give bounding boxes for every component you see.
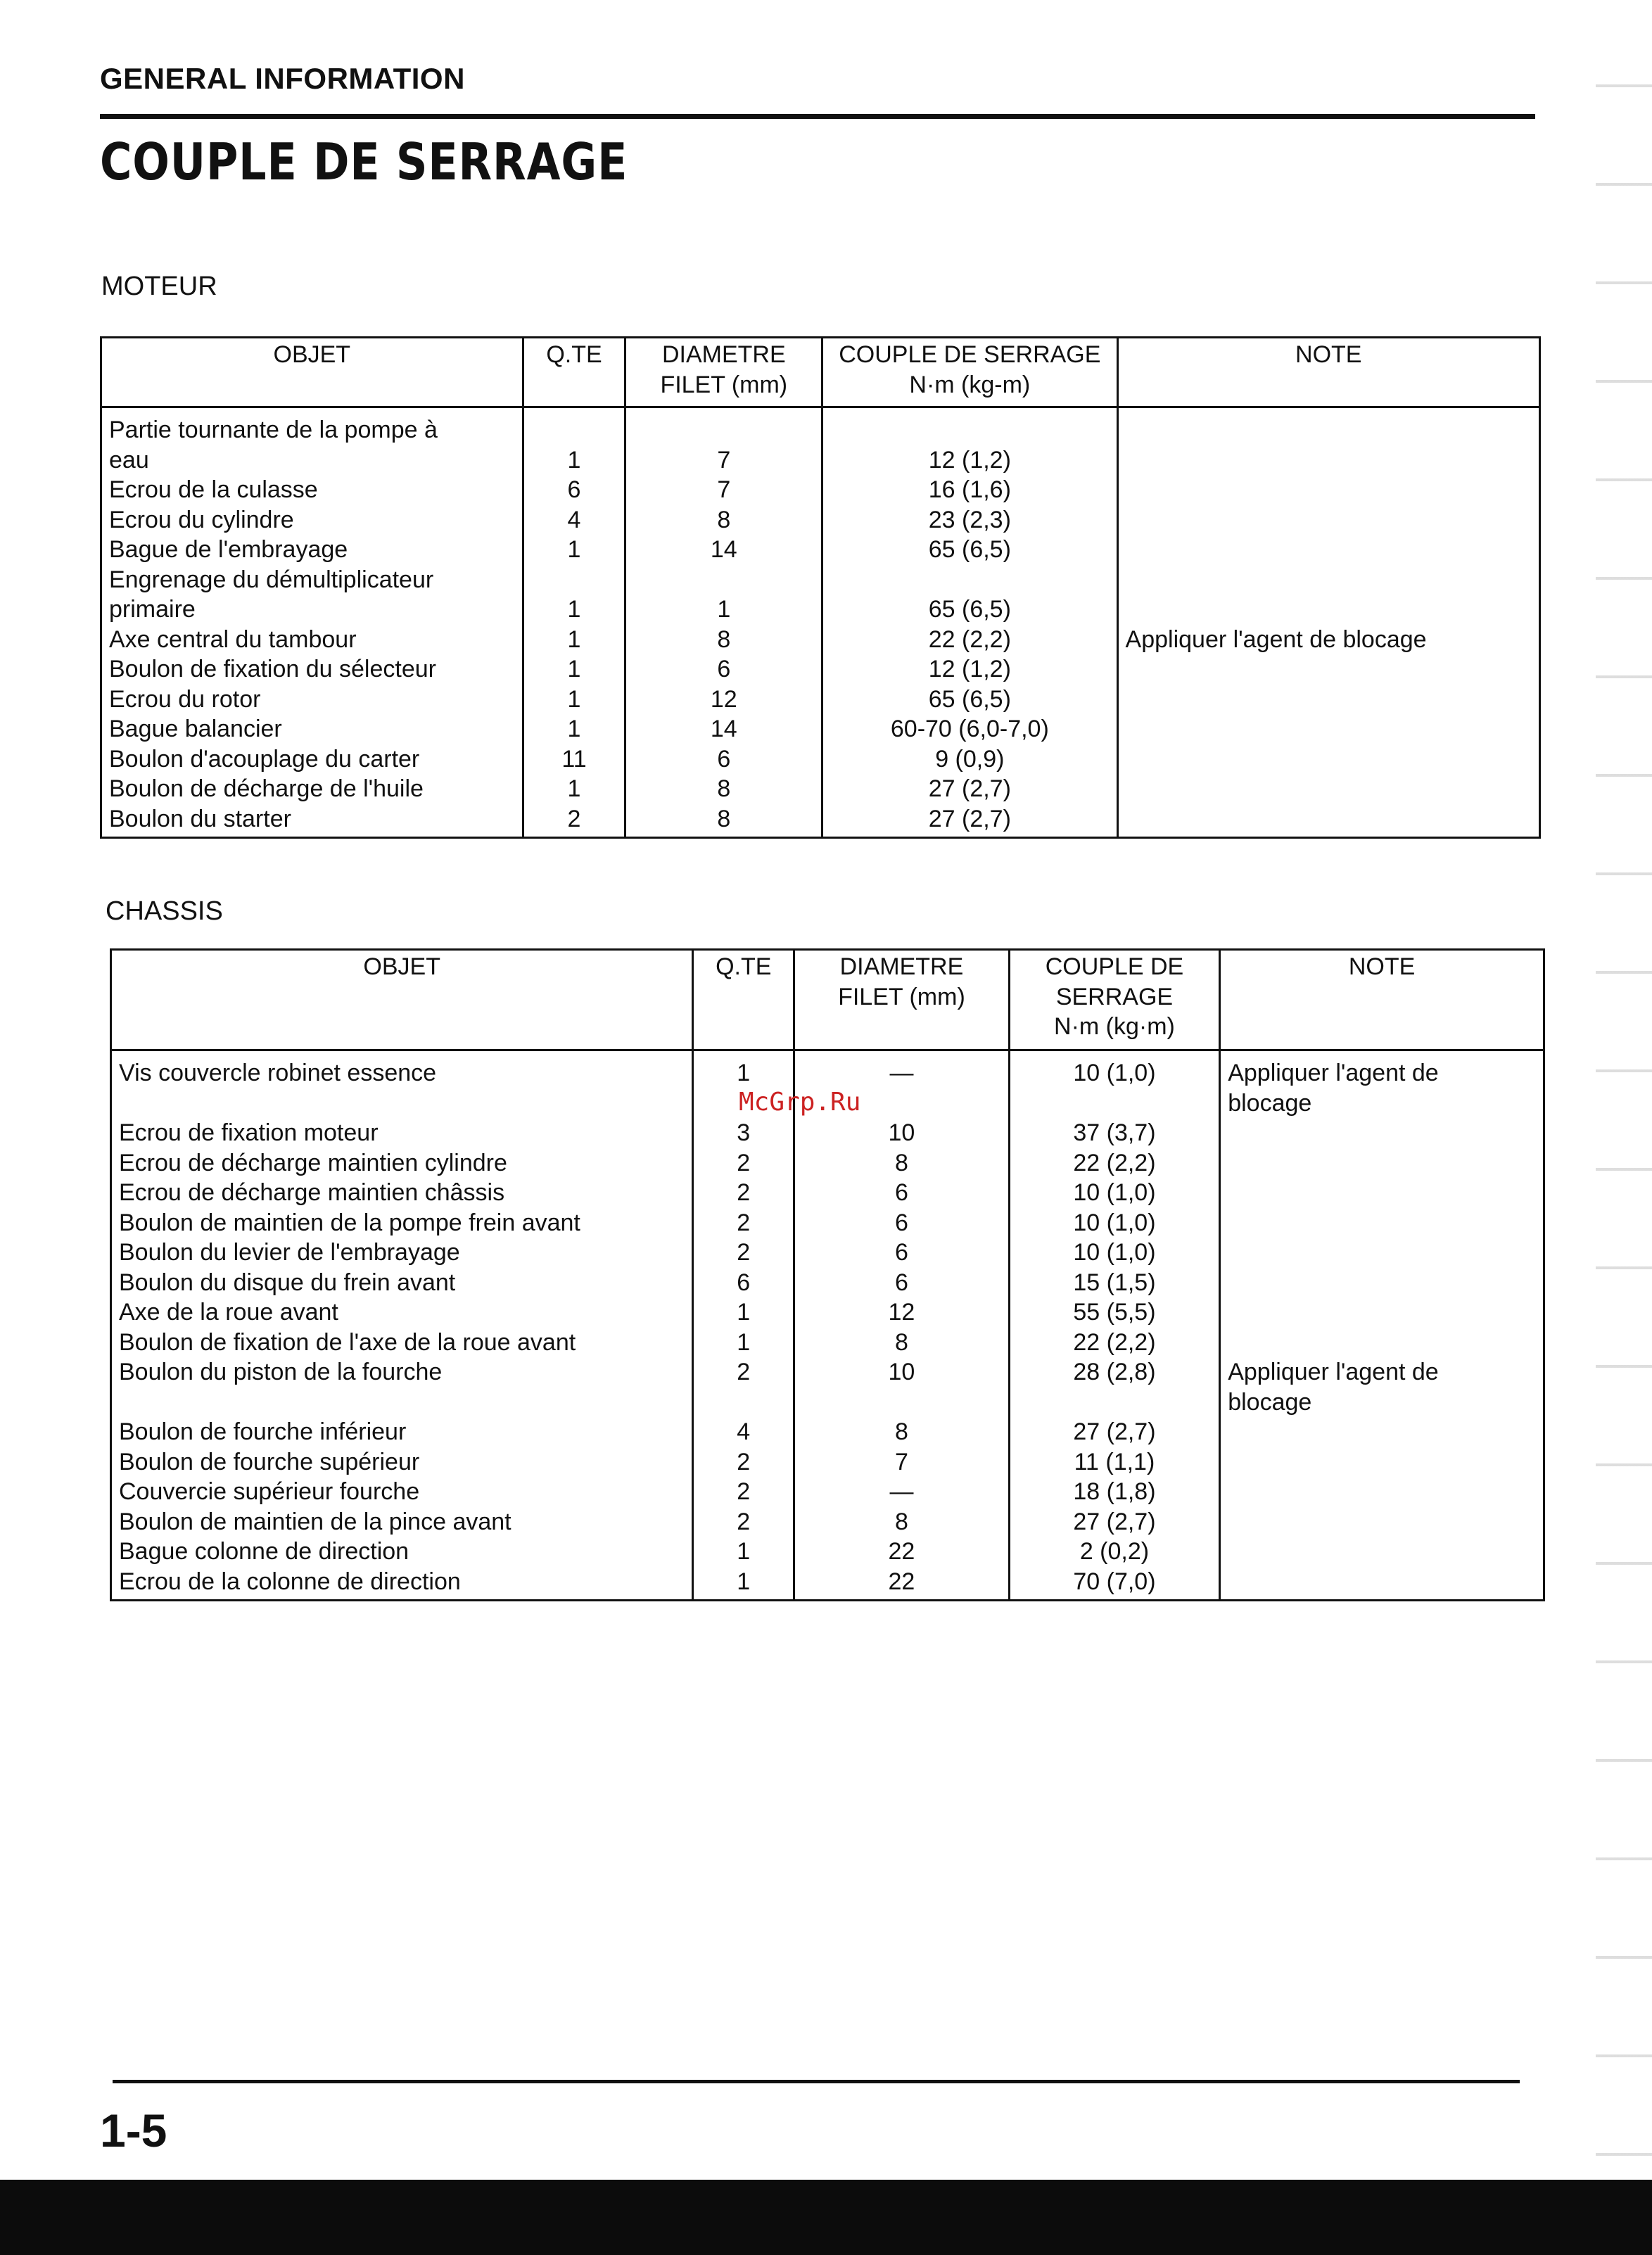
- objet-column: [101, 407, 523, 838]
- couple-cell: 10 (1,0): [1073, 1209, 1156, 1236]
- note-cell: [1228, 1567, 1536, 1597]
- diametre-column: [794, 1050, 1010, 1601]
- diametre-cell: 1: [717, 596, 731, 623]
- objet-cell: Axe central du tambour: [109, 625, 357, 653]
- couple-cell: 15 (1,5): [1073, 1269, 1156, 1296]
- qte-cell: 2: [737, 1448, 751, 1475]
- qte-cell: 1: [737, 1538, 751, 1565]
- col-header-diametre: DIAMETRE FILET (mm): [625, 338, 822, 407]
- table-body: [111, 1050, 1544, 1601]
- col-header-note: NOTE: [1220, 950, 1544, 1050]
- couple-cell: 65 (6,5): [928, 596, 1011, 623]
- objet-cell: Axe de la roue avant: [119, 1299, 338, 1326]
- couple-cell: 10 (1,0): [1073, 1179, 1156, 1206]
- objet-cell: eau: [109, 446, 149, 474]
- qte-cell: 2: [737, 1478, 751, 1505]
- note-cell: [1126, 505, 1532, 535]
- note-cell: [1126, 774, 1532, 804]
- qte-cell: 1: [567, 775, 581, 802]
- couple-cell: 10 (1,0): [1073, 1239, 1156, 1266]
- note-cell: [1228, 1238, 1536, 1268]
- objet-cell: Engrenage du démultiplicateur: [109, 566, 434, 593]
- objet-cell: Bague balancier: [109, 716, 282, 742]
- note-cell: Appliquer l'agent de blocage: [1125, 625, 1427, 653]
- couple-cell: [1017, 1387, 1212, 1418]
- objet-cell: Boulon du starter: [109, 805, 291, 832]
- col-header-objet: OBJET: [101, 338, 523, 407]
- diametre-cell: 8: [894, 1418, 908, 1445]
- note-cell: [1126, 445, 1532, 476]
- note-cell: [1126, 565, 1532, 595]
- couple-cell: 9 (0,9): [935, 745, 1005, 773]
- objet-cell: Boulon du piston de la fourche: [119, 1359, 443, 1385]
- note-cell: [1126, 744, 1532, 775]
- diametre-column: [625, 407, 822, 838]
- qte-cell: 2: [737, 1359, 751, 1385]
- note-cell: [1228, 1118, 1536, 1148]
- note-cell: [1126, 415, 1532, 445]
- note-cell: blocage: [1228, 1089, 1312, 1117]
- diametre-cell: —: [889, 1060, 914, 1086]
- diametre-cell: 8: [717, 805, 731, 832]
- diametre-cell: 7: [717, 446, 731, 474]
- table-header-row: [111, 950, 1544, 1050]
- diametre-cell: 7: [717, 476, 731, 503]
- note-cell: [1228, 1417, 1536, 1447]
- page-number: 1-5: [100, 2104, 167, 2156]
- col-header-qte: Q.TE: [693, 950, 794, 1050]
- page-title: COUPLE DE SERRAGE: [100, 132, 628, 191]
- objet-column: [111, 1050, 693, 1601]
- col-header-couple: COUPLE DE SERRAGE N·m (kg-m): [822, 338, 1117, 407]
- couple-cell: 10 (1,0): [1073, 1060, 1156, 1086]
- objet-cell: Boulon du levier de l'embrayage: [119, 1239, 460, 1266]
- note-column: [1117, 407, 1539, 838]
- section-header: GENERAL INFORMATION: [100, 62, 465, 95]
- note-column: [1220, 1050, 1544, 1601]
- diametre-cell: 14: [710, 716, 737, 742]
- note-cell: [1228, 1178, 1536, 1208]
- qte-cell: 4: [737, 1418, 751, 1445]
- couple-cell: 22 (2,2): [928, 625, 1011, 653]
- couple-cell: 2 (0,2): [1079, 1538, 1150, 1565]
- objet-cell: Ecrou de fixation moteur: [119, 1119, 379, 1146]
- diametre-cell: 10: [888, 1359, 915, 1385]
- objet-cell: Vis couvercle robinet essence: [119, 1060, 437, 1086]
- qte-cell: 1: [567, 685, 581, 713]
- note-cell: [1126, 595, 1532, 625]
- objet-cell: Ecrou du rotor: [109, 685, 261, 713]
- note-cell: [1228, 1297, 1536, 1328]
- note-cell: [1228, 1477, 1536, 1507]
- couple-column: [822, 407, 1117, 838]
- couple-cell: 55 (5,5): [1073, 1299, 1156, 1326]
- couple-cell: 65 (6,5): [928, 685, 1011, 713]
- objet-cell: Boulon d'acouplage du carter: [109, 745, 420, 773]
- couple-cell: 11 (1,1): [1074, 1448, 1155, 1475]
- couple-cell: 18 (1,8): [1073, 1478, 1156, 1505]
- diametre-cell: 8: [717, 775, 731, 802]
- qte-cell: 1: [737, 1568, 751, 1595]
- diametre-cell: 14: [710, 536, 737, 563]
- qte-cell: 1: [567, 625, 581, 653]
- diametre-cell: 8: [894, 1328, 908, 1356]
- qte-cell: [701, 1387, 786, 1418]
- objet-cell: Boulon de fourche supérieur: [119, 1448, 420, 1475]
- objet-cell: Boulon de fourche inférieur: [119, 1418, 407, 1445]
- diametre-cell: —: [889, 1478, 914, 1505]
- note-cell: blocage: [1228, 1388, 1312, 1416]
- diametre-cell: 12: [710, 685, 737, 713]
- col-header-note: NOTE: [1117, 338, 1539, 407]
- note-cell: [1228, 1507, 1536, 1537]
- qte-column: [693, 1050, 794, 1601]
- qte-cell: 2: [737, 1508, 751, 1535]
- note-cell: Appliquer l'agent de: [1228, 1060, 1439, 1086]
- objet-cell: primaire: [109, 596, 196, 623]
- objet-cell: [119, 1088, 685, 1119]
- table-body: [101, 407, 1540, 838]
- diametre-cell: 8: [894, 1149, 908, 1176]
- bottom-scan-band: [0, 2180, 1652, 2255]
- couple-cell: 65 (6,5): [928, 536, 1011, 563]
- couple-cell: 60-70 (6,0-7,0): [890, 716, 1049, 742]
- couple-cell: 22 (2,2): [1073, 1149, 1156, 1176]
- couple-cell: 37 (3,7): [1073, 1119, 1156, 1146]
- col-header-diametre: DIAMETRE FILET (mm): [794, 950, 1010, 1050]
- note-cell: [1126, 654, 1532, 685]
- objet-cell: Boulon du disque du frein avant: [119, 1269, 456, 1296]
- header-rule: [100, 114, 1535, 119]
- couple-cell: 27 (2,7): [1073, 1418, 1156, 1445]
- col-header-objet: OBJET: [111, 950, 693, 1050]
- watermark: McGrp.Ru: [739, 1088, 861, 1117]
- note-cell: [1228, 1148, 1536, 1179]
- objet-cell: Boulon de fixation du sélecteur: [109, 656, 436, 682]
- qte-cell: 1: [567, 536, 581, 563]
- table-header-row: [101, 338, 1540, 407]
- objet-cell: Boulon de maintien de la pince avant: [119, 1508, 512, 1535]
- couple-column: [1009, 1050, 1220, 1601]
- objet-cell: Couvercie supérieur fourche: [119, 1478, 420, 1505]
- qte-cell: 1: [737, 1060, 751, 1086]
- objet-cell: Ecrou de décharge maintien cylindre: [119, 1149, 507, 1176]
- note-cell: Appliquer l'agent de: [1228, 1359, 1439, 1385]
- col-header-couple: COUPLE DE SERRAGE N·m (kg·m): [1009, 950, 1220, 1050]
- diametre-cell: 22: [888, 1568, 915, 1595]
- qte-cell: 1: [567, 596, 581, 623]
- objet-cell: Ecrou de décharge maintien châssis: [119, 1179, 505, 1206]
- diametre-cell: [633, 415, 814, 445]
- couple-cell: 28 (2,8): [1073, 1359, 1156, 1385]
- qte-cell: 2: [737, 1179, 751, 1206]
- diametre-cell: 8: [894, 1508, 908, 1535]
- couple-cell: 23 (2,3): [928, 506, 1011, 533]
- couple-cell: 16 (1,6): [928, 476, 1011, 503]
- couple-cell: 12 (1,2): [928, 656, 1011, 682]
- couple-cell: [830, 415, 1109, 445]
- diametre-cell: 6: [894, 1209, 908, 1236]
- qte-column: [523, 407, 625, 838]
- qte-cell: 6: [567, 476, 581, 503]
- qte-cell: 1: [737, 1328, 751, 1356]
- qte-cell: 2: [737, 1149, 751, 1176]
- qte-cell: 11: [561, 745, 587, 773]
- diametre-cell: 7: [894, 1448, 908, 1475]
- couple-cell: 27 (2,7): [1073, 1508, 1156, 1535]
- couple-cell: 27 (2,7): [928, 805, 1011, 832]
- couple-cell: [1017, 1088, 1212, 1119]
- couple-cell: [830, 565, 1109, 595]
- note-cell: [1228, 1208, 1536, 1238]
- objet-cell: Bague colonne de direction: [119, 1538, 409, 1565]
- diametre-cell: 10: [888, 1119, 915, 1146]
- diametre-cell: 8: [717, 506, 731, 533]
- qte-cell: 1: [567, 716, 581, 742]
- diametre-cell: 22: [888, 1538, 915, 1565]
- qte-cell: 2: [737, 1239, 751, 1266]
- qte-cell: [531, 415, 618, 445]
- qte-cell: [531, 565, 618, 595]
- objet-cell: Boulon de maintien de la pompe frein avant: [119, 1209, 580, 1236]
- objet-cell: Ecrou de la culasse: [109, 476, 318, 503]
- couple-cell: 12 (1,2): [928, 446, 1011, 474]
- moteur-torque-table: [100, 336, 1541, 839]
- note-cell: [1228, 1447, 1536, 1478]
- qte-cell: 1: [737, 1299, 751, 1326]
- diametre-cell: [802, 1387, 1001, 1418]
- qte-cell: 2: [567, 805, 581, 832]
- qte-cell: 3: [737, 1119, 751, 1146]
- diametre-cell: 6: [894, 1239, 908, 1266]
- note-cell: [1228, 1537, 1536, 1567]
- diametre-cell: [633, 565, 814, 595]
- diametre-cell: 6: [894, 1179, 908, 1206]
- qte-cell: 4: [567, 506, 581, 533]
- objet-cell: [119, 1387, 685, 1418]
- objet-cell: Ecrou de la colonne de direction: [119, 1568, 461, 1595]
- objet-cell: Partie tournante de la pompe à: [109, 417, 438, 443]
- couple-cell: 27 (2,7): [928, 775, 1011, 802]
- moteur-label: MOTEUR: [101, 272, 217, 301]
- diametre-cell: 6: [894, 1269, 908, 1296]
- chassis-label: CHASSIS: [106, 896, 223, 926]
- footer-rule: [113, 2080, 1520, 2083]
- diametre-cell: 12: [888, 1299, 915, 1326]
- note-cell: [1126, 804, 1532, 834]
- qte-cell: 1: [567, 656, 581, 682]
- note-cell: [1126, 475, 1532, 505]
- diametre-cell: 6: [717, 656, 731, 682]
- note-cell: [1126, 685, 1532, 715]
- note-cell: [1126, 714, 1532, 744]
- qte-cell: 1: [567, 446, 581, 474]
- objet-cell: Ecrou du cylindre: [109, 506, 294, 533]
- couple-cell: 22 (2,2): [1073, 1328, 1156, 1356]
- note-cell: [1228, 1268, 1536, 1298]
- objet-cell: Boulon de fixation de l'axe de la roue avant: [119, 1328, 576, 1356]
- binding-edge-marks: [1596, 0, 1652, 2255]
- qte-cell: 2: [737, 1209, 751, 1236]
- diametre-cell: 6: [717, 745, 731, 773]
- couple-cell: 70 (7,0): [1073, 1568, 1156, 1595]
- note-cell: [1126, 535, 1532, 565]
- chassis-torque-table: [110, 948, 1545, 1601]
- note-cell: [1228, 1328, 1536, 1358]
- qte-cell: 6: [737, 1269, 751, 1296]
- diametre-cell: 8: [717, 625, 731, 653]
- objet-cell: Boulon de décharge de l'huile: [109, 775, 424, 802]
- objet-cell: Bague de l'embrayage: [109, 536, 348, 563]
- col-header-qte: Q.TE: [523, 338, 625, 407]
